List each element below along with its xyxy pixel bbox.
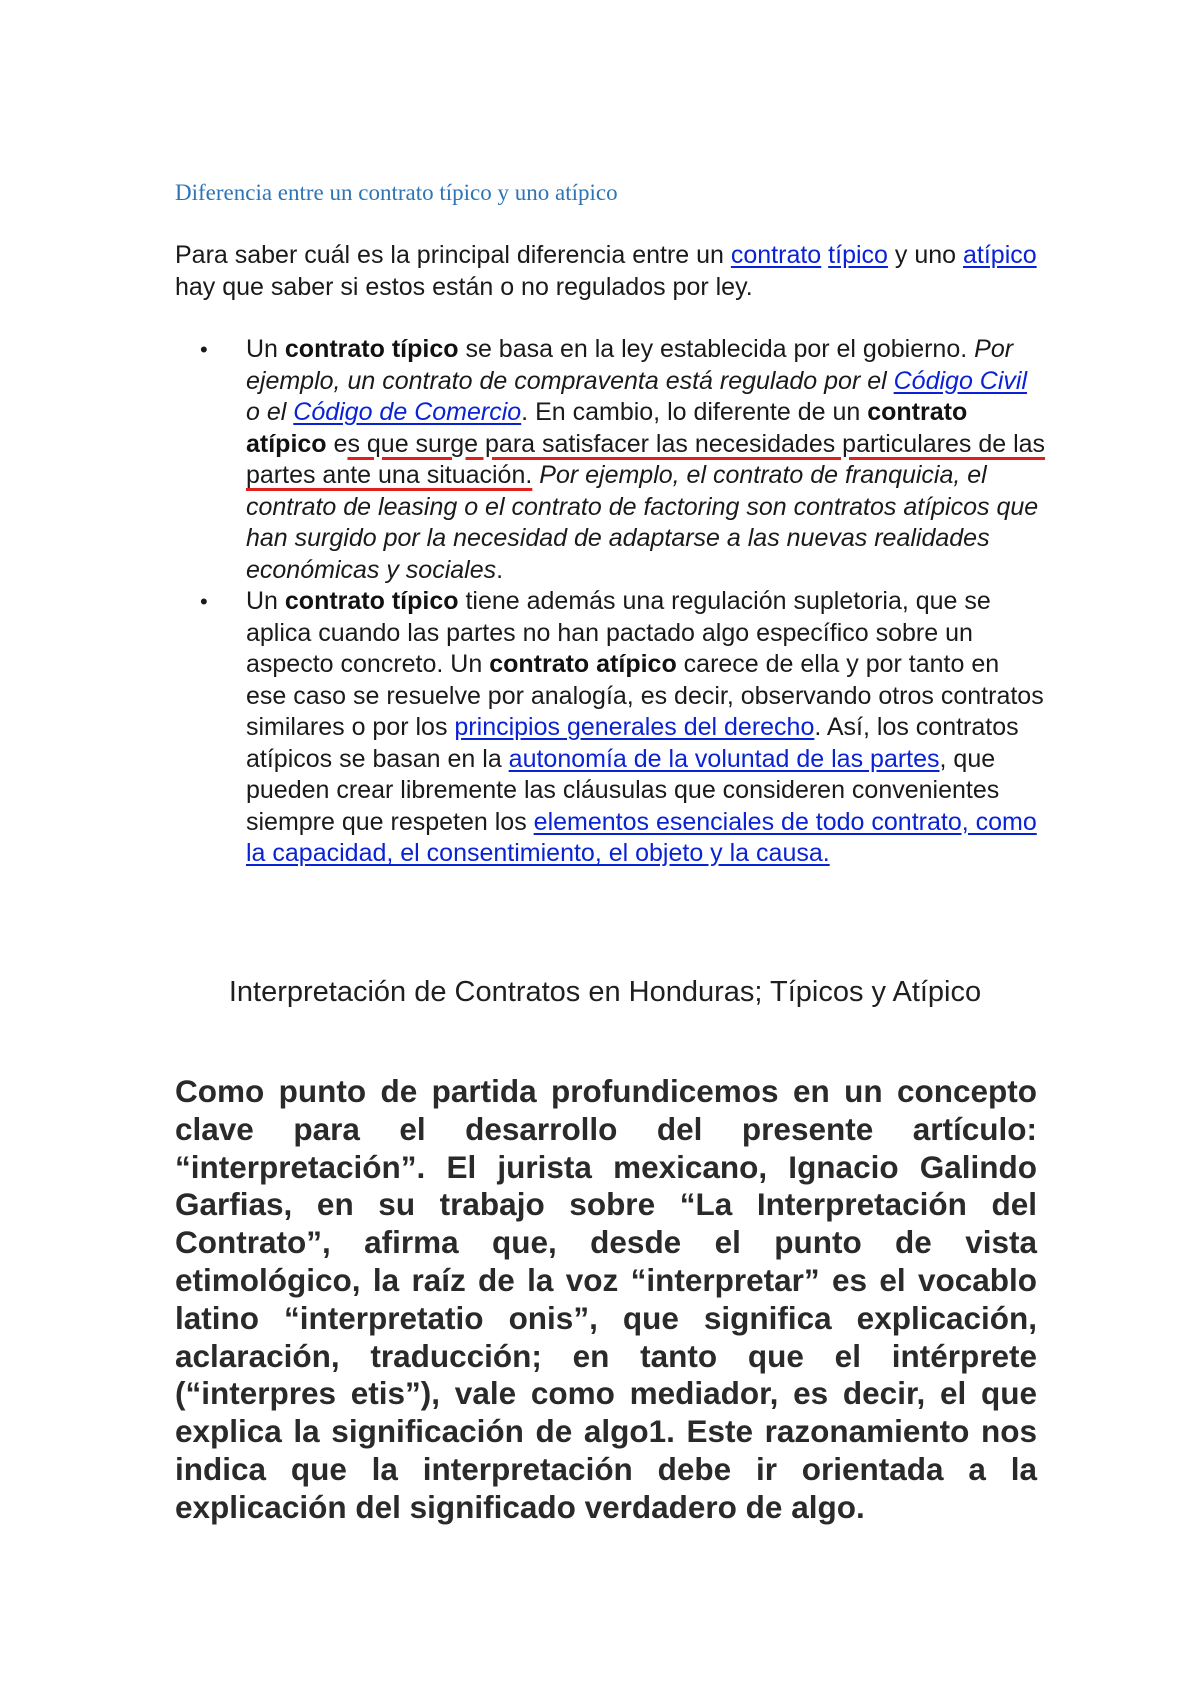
bullet2-text-4: . Así, los contratos atípicos se basan en la xyxy=(246,713,1019,773)
bullet1-italic-2: o el xyxy=(246,398,294,426)
interpretation-paragraph: Como punto de partida profundicemos en un concepto clave para el desarrollo del presente artículo: “interpretación”. El jurista mexicano, Ignacio Galindo Garfias, en su trabajo sobre “La Interpretación del Contrato”, afirma que, desde el punto de vista etimológico, la raíz de la voz “interpretar” es el vocablo latino “interpretatio onis”, que significa explicación, aclaración, traducción; en tanto que el intérprete (“interpres etis”), vale como mediador, es decir, el que explica la significación de algo1. Este razonamiento nos indica que la interpretación debe ir orientada a la explicación del significado verdadero de algo. xyxy=(175,1073,1037,1525)
bullet2-text-1: Un xyxy=(246,587,285,615)
section-heading: Diferencia entre un contrato típico y uno atípico xyxy=(175,180,618,205)
list-item xyxy=(200,586,1046,870)
link-codigo-civil-label: Código Civil xyxy=(893,366,1028,395)
link-principios-generales[interactable]: principios generales del derecho xyxy=(454,713,815,741)
bullet2-text-5: , que pueden crear libremente las cláusulas que consideren convenientes siempre que respeten los xyxy=(246,744,1000,836)
bullet1-text-6: . xyxy=(496,555,504,584)
bullet-icon: • xyxy=(200,337,208,362)
link-codigo-civil[interactable] xyxy=(894,367,1027,395)
bullet1-text-1: Un xyxy=(246,335,285,363)
link-elementos-esenciales[interactable]: elementos esenciales de todo contrato, como la capacidad, el consentimiento, el objeto y la causa. xyxy=(246,807,1037,867)
link-codigo-comercio-label: Código de Comercio xyxy=(293,398,522,426)
bullet1-text-4: e xyxy=(326,429,348,458)
bullet1-bold-1: contrato típico xyxy=(284,335,459,363)
intro-text-3: y uno xyxy=(887,241,963,269)
red-underlined-text: s que surge para satisfacer las necesidades particulares de las partes ante una situación. xyxy=(246,429,1046,489)
intro-paragraph xyxy=(175,240,1055,303)
bullet1-text-3: . En cambio, lo diferente de un xyxy=(521,398,868,426)
article-heading: Interpretación de Contratos en Honduras; Típicos y Atípico xyxy=(228,976,982,1008)
bullet1-italic-1: Por ejemplo, un contrato de compraventa está regulado por el xyxy=(246,335,1014,395)
bullet1-text-2: se basa en la ley establecida por el gobierno. xyxy=(458,335,975,363)
bullet-list xyxy=(200,334,1046,870)
bullet2-text-3: carece de ella y por tanto en ese caso se resuelve por analogía, es decir, observando otros contratos similares o por los xyxy=(246,650,1044,741)
link-contrato[interactable]: contrato xyxy=(730,241,822,269)
link-autonomia-voluntad[interactable]: autonomía de la voluntad de las partes xyxy=(508,744,940,773)
intro-text-1: Para saber cuál es la principal diferencia entre un xyxy=(175,241,731,269)
link-atipico[interactable]: atípico xyxy=(963,241,1037,269)
intro-text-4: hay que saber si estos están o no regulados por ley. xyxy=(175,272,753,301)
link-codigo-comercio[interactable] xyxy=(293,398,521,426)
bullet1-italic-3: Por ejemplo, el contrato de franquicia, el contrato de leasing o el contrato de factoring son contratos atípicos que han surgido por la necesidad de adaptarse a las nuevas realidades económicas y sociales xyxy=(246,461,1039,584)
bullet2-text-2: tiene además una regulación supletoria, que se aplica cuando las partes no han pactado algo específico sobre un aspecto concreto. Un xyxy=(246,587,991,678)
bullet1-bold-2: contrato atípico xyxy=(246,398,968,458)
link-tipico[interactable]: típico xyxy=(828,241,888,269)
list-item xyxy=(200,334,1046,586)
bullet-icon: • xyxy=(200,589,208,614)
bullet2-bold-1: contrato típico xyxy=(284,587,459,615)
bullet2-bold-2: contrato atípico xyxy=(489,650,677,678)
